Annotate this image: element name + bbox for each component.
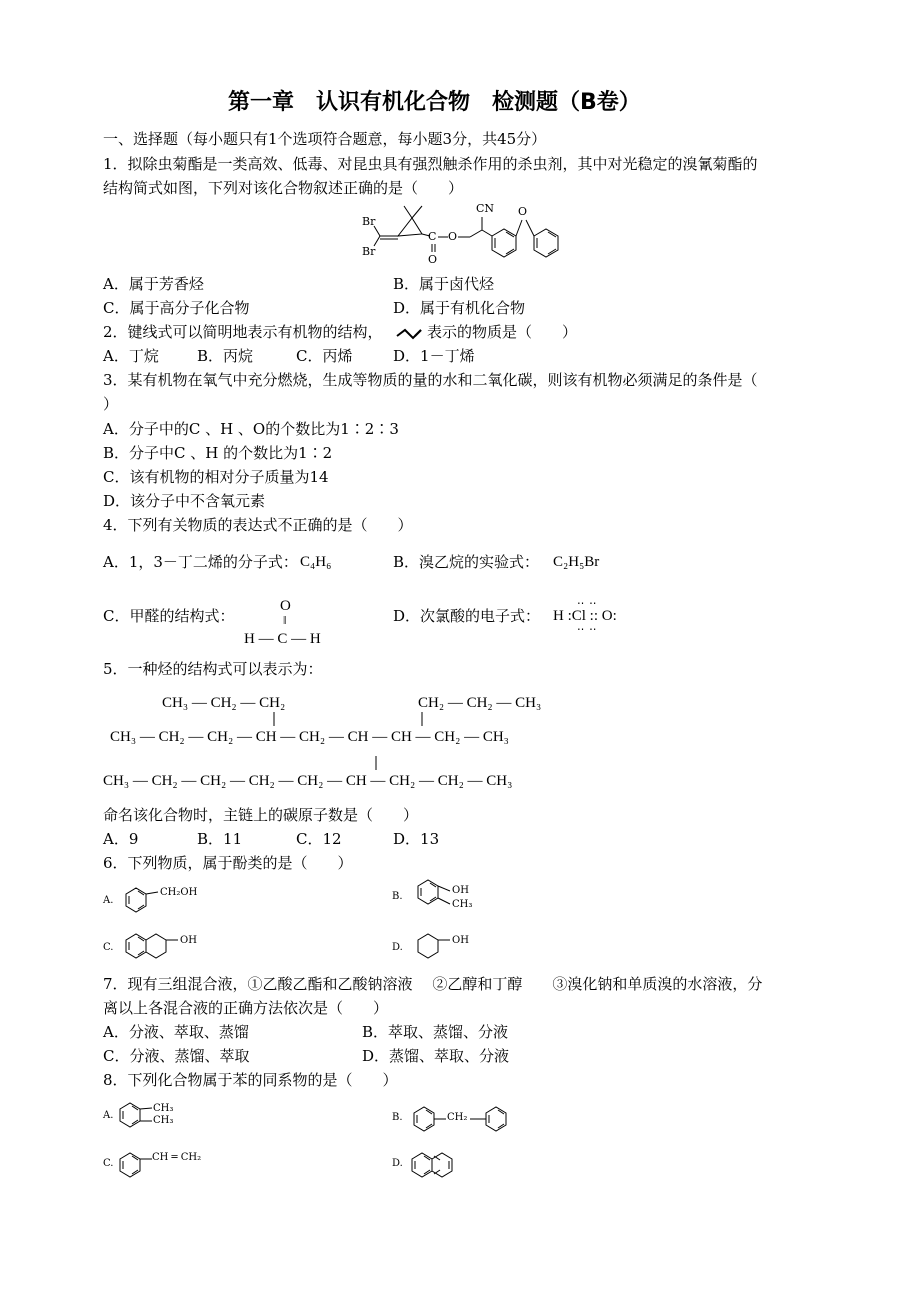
q5-row1-right: CH₂ — CH₂ — CH₃ (418, 695, 542, 711)
q2-option-d[interactable]: D．1－丁烯 (393, 347, 475, 365)
q7-option-d[interactable]: D．蒸馏、萃取、分液 (362, 1047, 510, 1065)
fig-br-top: Br (362, 215, 376, 228)
q3-stem-line1: 3．某有机物在氧气中充分燃烧，生成等物质的量的水和二氧化碳，则该有机物必须满足的条件是（ (103, 371, 758, 389)
q8-stem: 8．下列化合物属于苯的同系物的是（ ） (103, 1071, 398, 1089)
q8-c-group: CH ═ CH₂ (152, 1152, 202, 1163)
q5-row3: CH₃ — CH₂ — CH₂ — CH₂ — CH₂ — CH — CH₂ — CH₂ — CH₃ (103, 773, 513, 789)
q8-option-c-label[interactable]: C. (103, 1158, 114, 1169)
q4-option-b-formula: C₂H₅Br (553, 554, 600, 570)
q6-b-group-oh: OH (452, 885, 469, 896)
q2-option-b[interactable]: B．丙烷 (197, 347, 254, 365)
q5-stem: 5．一种烃的结构式可以表示为： (103, 660, 323, 678)
q6-b-group-ch3: CH₃ (452, 899, 473, 910)
q5-option-c[interactable]: C．12 (296, 830, 342, 848)
q4-c-oxygen: O (280, 598, 291, 614)
q3-option-a[interactable]: A．分子中的C 、H 、O的个数比为1∶2∶3 (103, 420, 399, 438)
q1-option-d[interactable]: D．属于有机化合物 (393, 299, 526, 317)
q6-stem: 6．下列物质，属于酚类的是（ ） (103, 854, 353, 872)
q4-option-c-label[interactable]: C．甲醛的结构式： (103, 607, 235, 625)
fig-cn: CN (476, 202, 495, 215)
q1-stem-line1: 1．拟除虫菊酯是一类高效、低毒、对昆虫具有强烈触杀作用的杀虫剂，其中对光稳定的溴氰菊酯的 (103, 155, 758, 173)
q4-option-a-label[interactable]: A．1，3－丁二烯的分子式： (103, 553, 298, 571)
q3-option-d[interactable]: D．该分子中不含氧元素 (103, 492, 266, 510)
q2-option-a[interactable]: A．丁烷 (103, 347, 159, 365)
q6-option-a-label[interactable]: A. (103, 895, 114, 906)
q3-option-b[interactable]: B．分子中C 、H 的个数比为1∶2 (103, 444, 333, 462)
fig-ester-o: O (448, 230, 458, 243)
q5-option-d[interactable]: D．13 (393, 830, 440, 848)
q4-option-d-label[interactable]: D．次氯酸的电子式： (393, 607, 541, 625)
section-heading: 一、选择题（每小题只有1个选项符合题意，每小题3分，共45分） (103, 130, 547, 148)
fig-ether-o: O (518, 205, 528, 218)
q4-d-formula: H :Cl :: O: (553, 608, 617, 624)
q6-a-group: CH₂OH (160, 887, 198, 898)
q2-option-c[interactable]: C．丙烯 (296, 347, 353, 365)
q4-c-chain: H — C — H (244, 631, 321, 647)
q8-a-group1: CH₃ (153, 1103, 174, 1114)
q1-structure-lines (0, 0, 920, 300)
page-title: 第一章 认识有机化合物 检测题（B卷） (228, 90, 641, 115)
q4-option-a-formula: C₄H₆ (300, 554, 332, 570)
q4-d-dots-bottom: ‥ ‥ (577, 621, 598, 633)
q1-stem-line2: 结构简式如图，下列对该化合物叙述正确的是（ ） (103, 179, 464, 197)
q3-stem-line2: ） (103, 395, 119, 413)
q1-option-a[interactable]: A．属于芳香烃 (103, 275, 204, 293)
q1-option-c[interactable]: C．属于高分子化合物 (103, 299, 250, 317)
q1-option-b[interactable]: B．属于卤代烃 (393, 275, 495, 293)
q4-stem: 4．下列有关物质的表达式不正确的是（ ） (103, 516, 413, 534)
q8-structures (0, 1095, 920, 1185)
fig-carbonyl-o: O (428, 253, 438, 266)
q6-c-group: OH (180, 935, 197, 946)
q7-stem-line2: 离以上各混合液的正确方法依次是（ ） (103, 999, 389, 1017)
q7-option-c[interactable]: C．分液、蒸馏、萃取 (103, 1047, 250, 1065)
q6-option-b-label[interactable]: B. (392, 891, 403, 902)
q6-option-d-label[interactable]: D. (392, 942, 403, 953)
q2-stem-pre: 2．键线式可以简明地表示有机物的结构， (103, 323, 383, 341)
fig-br-bottom: Br (362, 245, 376, 258)
q2-stem-post: 表示的物质是（ ） (427, 323, 578, 341)
fig-carbon: C (428, 230, 437, 243)
q7-option-b[interactable]: B．萃取、蒸馏、分液 (362, 1023, 509, 1041)
q2-skeletal-icon (395, 326, 427, 342)
q7-option-a[interactable]: A．分液、萃取、蒸馏 (103, 1023, 249, 1041)
q5-option-a[interactable]: A．9 (103, 830, 139, 848)
q8-option-b-label[interactable]: B. (392, 1112, 403, 1123)
q6-option-c-label[interactable]: C. (103, 942, 114, 953)
q4-c-double-bond: ‖ (283, 613, 287, 627)
q5-row2-main: CH₃ — CH₂ — CH₂ — CH — CH₂ — CH — CH — CH₂ — CH₃ (110, 729, 509, 745)
q5-row1-left: CH₃ — CH₂ — CH₂ (162, 695, 286, 711)
q6-structures (0, 870, 920, 970)
q4-option-b-label[interactable]: B．溴乙烷的实验式： (393, 553, 540, 571)
q5-question: 命名该化合物时，主链上的碳原子数是（ ） (103, 806, 419, 824)
q5-option-b[interactable]: B．11 (197, 830, 243, 848)
q7-stem-line1: 7．现有三组混合液，①乙酸乙酯和乙酸钠溶液 ②乙醇和丁醇 ③溴化钠和单质溴的水溶液，分 (103, 975, 763, 993)
q8-option-d-label[interactable]: D. (392, 1158, 403, 1169)
q3-option-c[interactable]: C．该有机物的相对分子质量为14 (103, 468, 329, 486)
q8-option-a-label[interactable]: A. (103, 1110, 114, 1121)
q8-b-group: CH₂ (447, 1112, 468, 1123)
q8-a-group2: CH₃ (153, 1115, 174, 1126)
q6-d-group: OH (452, 935, 469, 946)
q4-d-dots-top: ‥ ‥ (577, 595, 598, 607)
